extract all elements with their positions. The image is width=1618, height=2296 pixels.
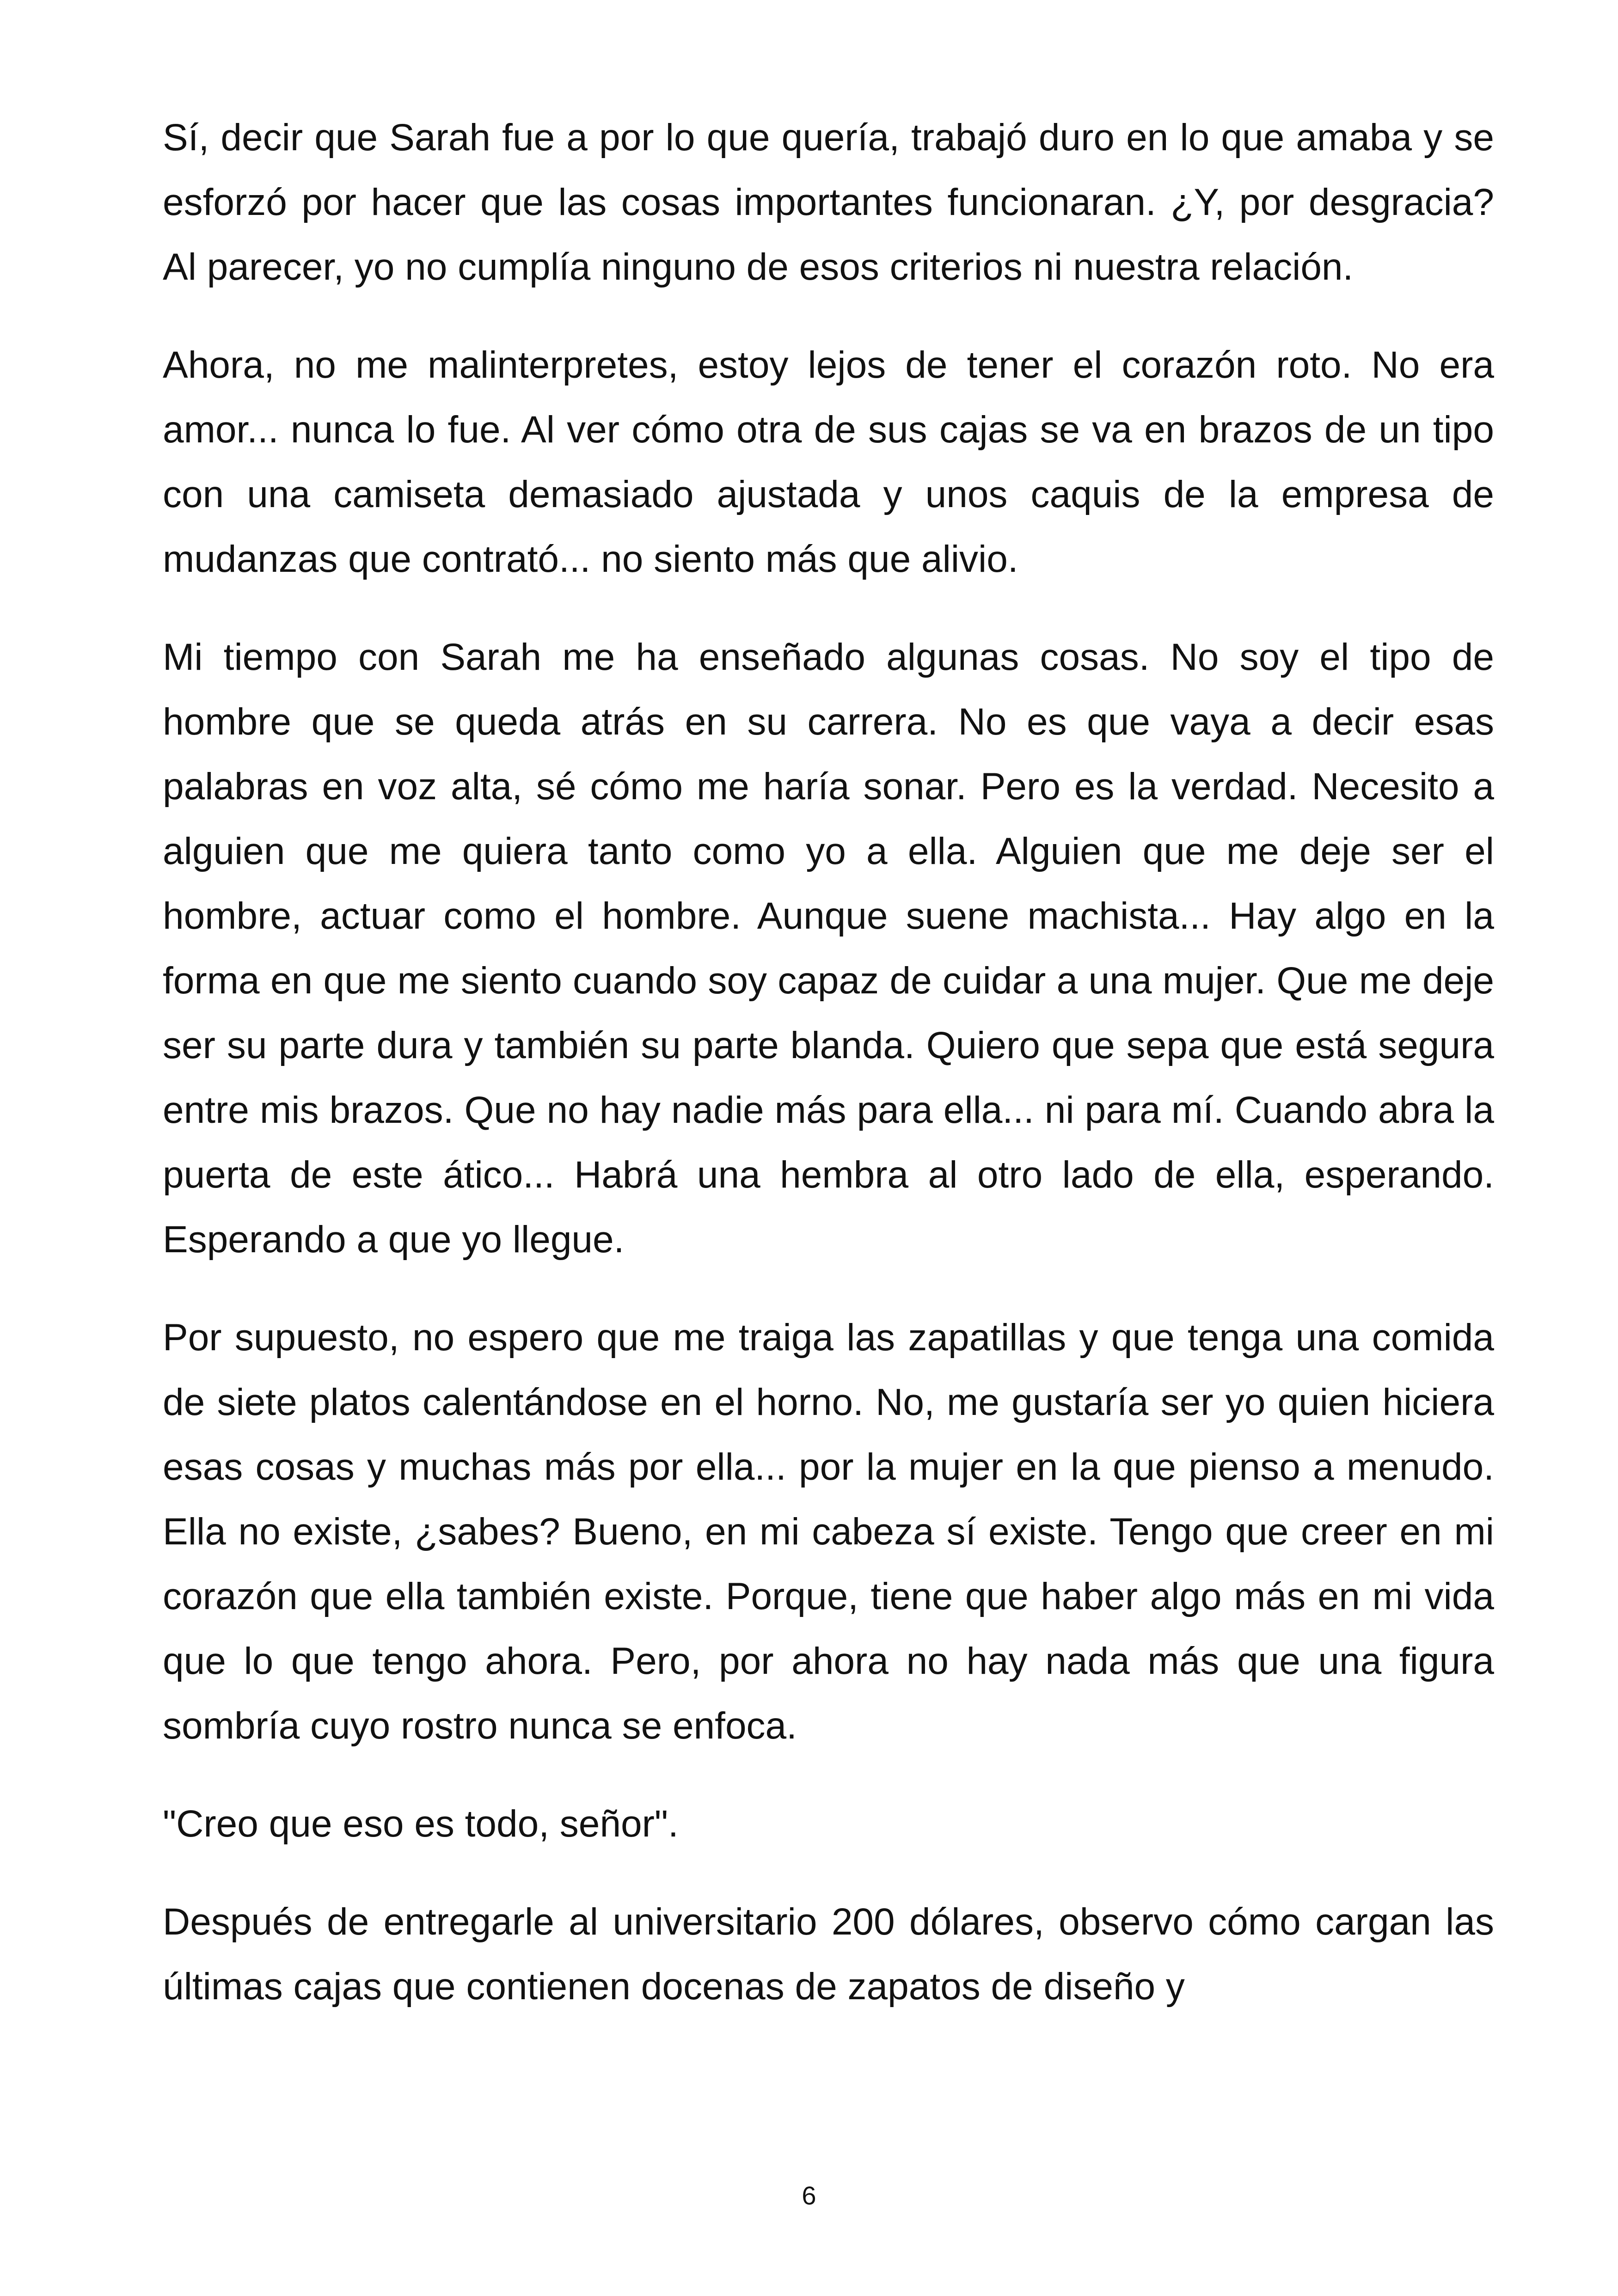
page-number: 6 [802, 2181, 816, 2210]
paragraph-6: Después de entregarle al universitario 200 dólares, observo cómo cargan las últimas cajas que contienen docenas de zapatos de diseño y [163, 1901, 1494, 2008]
paragraph-4: Por supuesto, no espero que me traiga las zapatillas y que tenga una comida de siete platos calentándose en el horno. No, me gustaría ser yo quien hiciera esas cosas y muchas más por ella... por la mujer en la que pienso a menudo. Ella no existe, ¿sabes? Bueno, en mi cabeza sí existe. Tengo que creer en mi corazón que ella también existe. Porque, tiene que haber algo más en mi vida que lo que tengo ahora. Pero, por ahora no hay nada más que una figura sombría cuyo rostro nunca se enfoca. [163, 1316, 1494, 1747]
paragraph-3: Mi tiempo con Sarah me ha enseñado algunas cosas. No soy el tipo de hombre que se queda atrás en su carrera. No es que vaya a decir esas palabras en voz alta, sé cómo me haría sonar. Pero es la verdad. Necesito a alguien que me quiera tanto como yo a ella. Alguien que me deje ser el hombre, actuar como el hombre. Aunque suene machista... Hay algo en la forma en que me siento cuando soy capaz de cuidar a una mujer. Que me deje ser su parte dura y también su parte blanda. Quiero que sepa que está segura entre mis brazos. Que no hay nadie más para ella... ni para mí. Cuando abra la puerta de este ático... Habrá una hembra al otro lado de ella, esperando. Esperando a que yo llegue. [163, 636, 1494, 1261]
paragraph-2: Ahora, no me malinterpretes, estoy lejos de tener el corazón roto. No era amor... nunca lo fue. Al ver cómo otra de sus cajas se va en brazos de un tipo con una camiseta demasiado ajustada y unos caquis de la empresa de mudanzas que contrató... no siento más que alivio. [163, 344, 1494, 580]
body-text [163, 105, 1494, 2052]
paragraph-5: "Creo que eso es todo, señor". [163, 1803, 679, 1845]
paragraph-1: Sí, decir que Sarah fue a por lo que quería, trabajó duro en lo que amaba y se esforzó por hacer que las cosas importantes funcionaran. ¿Y, por desgracia? Al parecer, yo no cumplía ninguno de esos criterios ni nuestra relación. [163, 116, 1494, 288]
